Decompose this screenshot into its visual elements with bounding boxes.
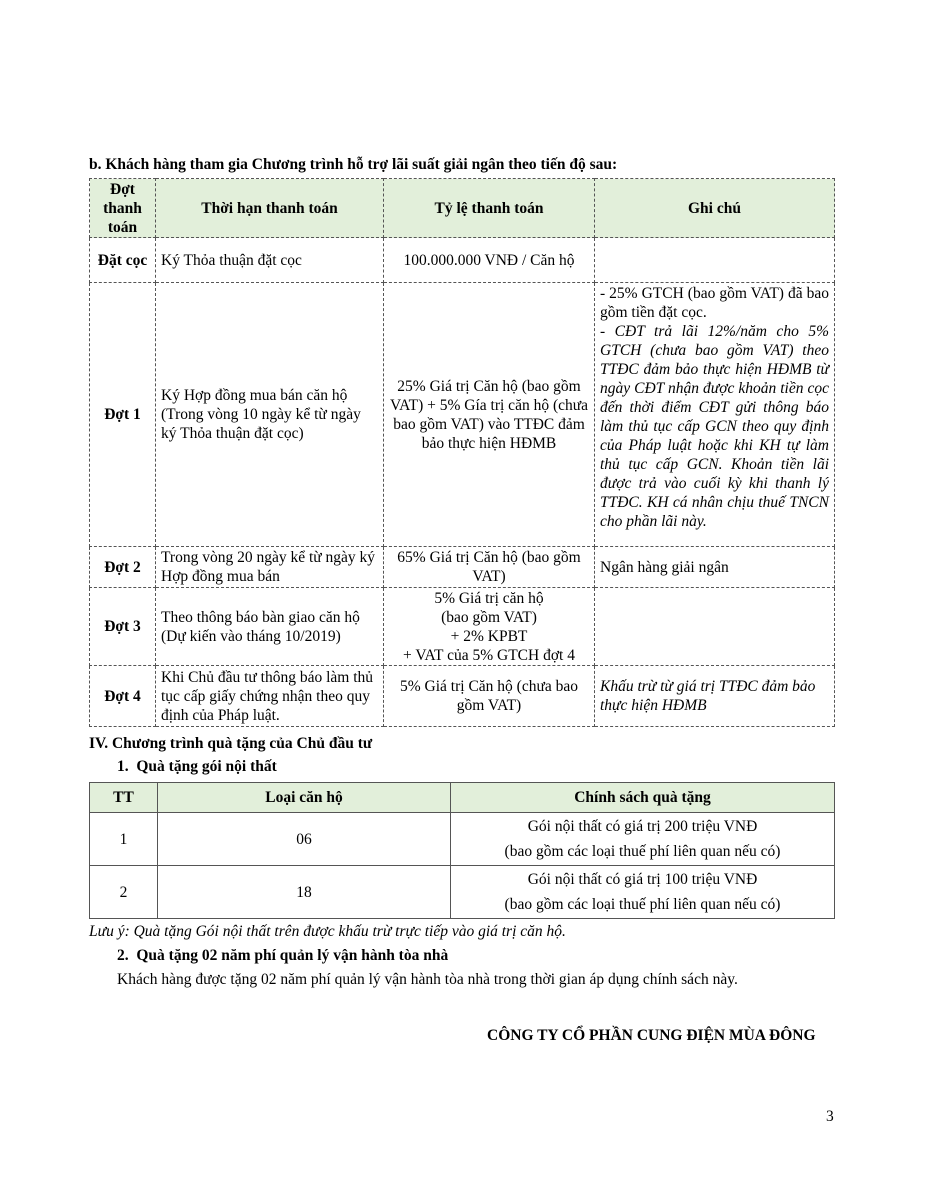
table-row <box>90 813 835 866</box>
table-row <box>90 238 835 283</box>
term-cell: Trong vòng 20 ngày kể từ ngày ký Hợp đồng mua bán <box>156 547 384 588</box>
apartment-type-cell: 18 <box>158 866 451 919</box>
col-header-term: Thời hạn thanh toán <box>156 179 384 238</box>
rate-cell <box>384 588 595 666</box>
company-signature: CÔNG TY CỔ PHẦN CUNG ĐIỆN MÙA ĐÔNG <box>487 1027 816 1044</box>
table-row <box>90 283 835 547</box>
note-interest-policy: - CĐT trả lãi 12%/năm cho 5% GTCH (chưa bao gồm VAT) theo TTĐC đảm bảo thực hiện HĐMB từ ngày CĐT nhận được khoản tiền cọc đến thời điểm CĐT gửi thông báo làm thủ tục cấp GCN theo quy định của Pháp luật hoặc khi KH tự làm thủ tục cấp GCN. Khoản tiền lãi được trả vào cuối kỳ khi thanh lý TTĐC. KH cá nhân chịu thuế TNCN cho phần lãi này. <box>600 323 829 530</box>
term-cell: Theo thông báo bàn giao căn hộ (Dự kiến vào tháng 10/2019) <box>156 588 384 666</box>
table-row <box>90 547 835 588</box>
gift-policy-line: Gói nội thất có giá trị 200 triệu VNĐ <box>527 818 758 835</box>
col-header-note: Ghi chú <box>595 179 835 238</box>
gift-policy-line: (bao gồm các loại thuế phí liên quan nếu có) <box>504 896 781 913</box>
management-fee-heading: 2. Quà tặng 02 năm phí quản lý vận hành tòa nhà <box>117 947 449 964</box>
section-b-heading: b. Khách hàng tham gia Chương trình hỗ trợ lãi suất giải ngân theo tiến độ sau: <box>89 156 618 173</box>
col-header-rate: Tỷ lệ thanh toán <box>384 179 595 238</box>
table-row <box>90 588 835 666</box>
tt-cell: 1 <box>90 813 158 866</box>
rate-cell: 100.000.000 VNĐ / Căn hộ <box>384 238 595 283</box>
note-cell: Ngân hàng giải ngân <box>595 547 835 588</box>
table-row <box>90 866 835 919</box>
stage-cell: Đợt 3 <box>90 588 156 666</box>
note-cell <box>595 283 835 547</box>
stage-cell: Đợt 2 <box>90 547 156 588</box>
note-deposit-included: - 25% GTCH (bao gồm VAT) đã bao gồm tiền đặt cọc. <box>600 285 829 321</box>
note-cell <box>595 238 835 283</box>
management-fee-text: Khách hàng được tặng 02 năm phí quản lý vận hành tòa nhà trong thời gian áp dụng chính sách này. <box>117 971 738 988</box>
gift-table <box>89 782 835 919</box>
col-header-tt: TT <box>90 783 158 813</box>
rate-cell: 5% Giá trị Căn hộ (chưa bao gồm VAT) <box>384 666 595 727</box>
term-cell: Khi Chủ đầu tư thông báo làm thủ tục cấp giấy chứng nhận theo quy định của Pháp luật. <box>156 666 384 727</box>
note-cell <box>595 588 835 666</box>
note-cell: Khấu trừ từ giá trị TTĐC đảm bảo thực hiện HĐMB <box>595 666 835 727</box>
gift-policy-line: Gói nội thất có giá trị 100 triệu VNĐ <box>527 871 758 888</box>
stage-cell: Đợt 1 <box>90 283 156 547</box>
rate-line: (bao gồm VAT) <box>441 608 537 626</box>
page-number: 3 <box>826 1108 834 1125</box>
apartment-type-cell: 06 <box>158 813 451 866</box>
table-row <box>90 666 835 727</box>
rate-line: + 2% KPBT <box>450 627 528 645</box>
rate-line: 5% Giá trị căn hộ <box>434 589 544 607</box>
payment-schedule-table <box>89 178 835 727</box>
stage-cell: Đợt 4 <box>90 666 156 727</box>
col-header-gift-policy: Chính sách quà tặng <box>451 783 835 813</box>
table-header-row <box>90 179 835 238</box>
col-header-stage: Đợt thanh toán <box>90 179 156 238</box>
rate-line: + VAT của 5% GTCH đợt 4 <box>403 646 575 664</box>
gift-furniture-heading: 1. Quà tặng gói nội thất <box>117 758 277 775</box>
rate-cell: 65% Giá trị Căn hộ (bao gồm VAT) <box>384 547 595 588</box>
gift-policy-cell <box>451 813 835 866</box>
col-header-apartment-type: Loại căn hộ <box>158 783 451 813</box>
stage-cell: Đặt cọc <box>90 238 156 283</box>
gift-policy-line: (bao gồm các loại thuế phí liên quan nếu có) <box>504 843 781 860</box>
rate-cell: 25% Giá trị Căn hộ (bao gồm VAT) + 5% Gía trị căn hộ (chưa bao gồm VAT) vào TTĐC đảm bảo thực hiện HĐMB <box>384 283 595 547</box>
section-iv-heading: IV. Chương trình quà tặng của Chủ đầu tư <box>89 735 373 752</box>
table-header-row <box>90 783 835 813</box>
term-cell: Ký Thỏa thuận đặt cọc <box>156 238 384 283</box>
term-cell: Ký Hợp đồng mua bán căn hộ (Trong vòng 10 ngày kể từ ngày ký Thỏa thuận đặt cọc) <box>156 283 384 547</box>
gift-note: Lưu ý: Quà tặng Gói nội thất trên được khấu trừ trực tiếp vào giá trị căn hộ. <box>89 923 566 940</box>
tt-cell: 2 <box>90 866 158 919</box>
gift-policy-cell <box>451 866 835 919</box>
